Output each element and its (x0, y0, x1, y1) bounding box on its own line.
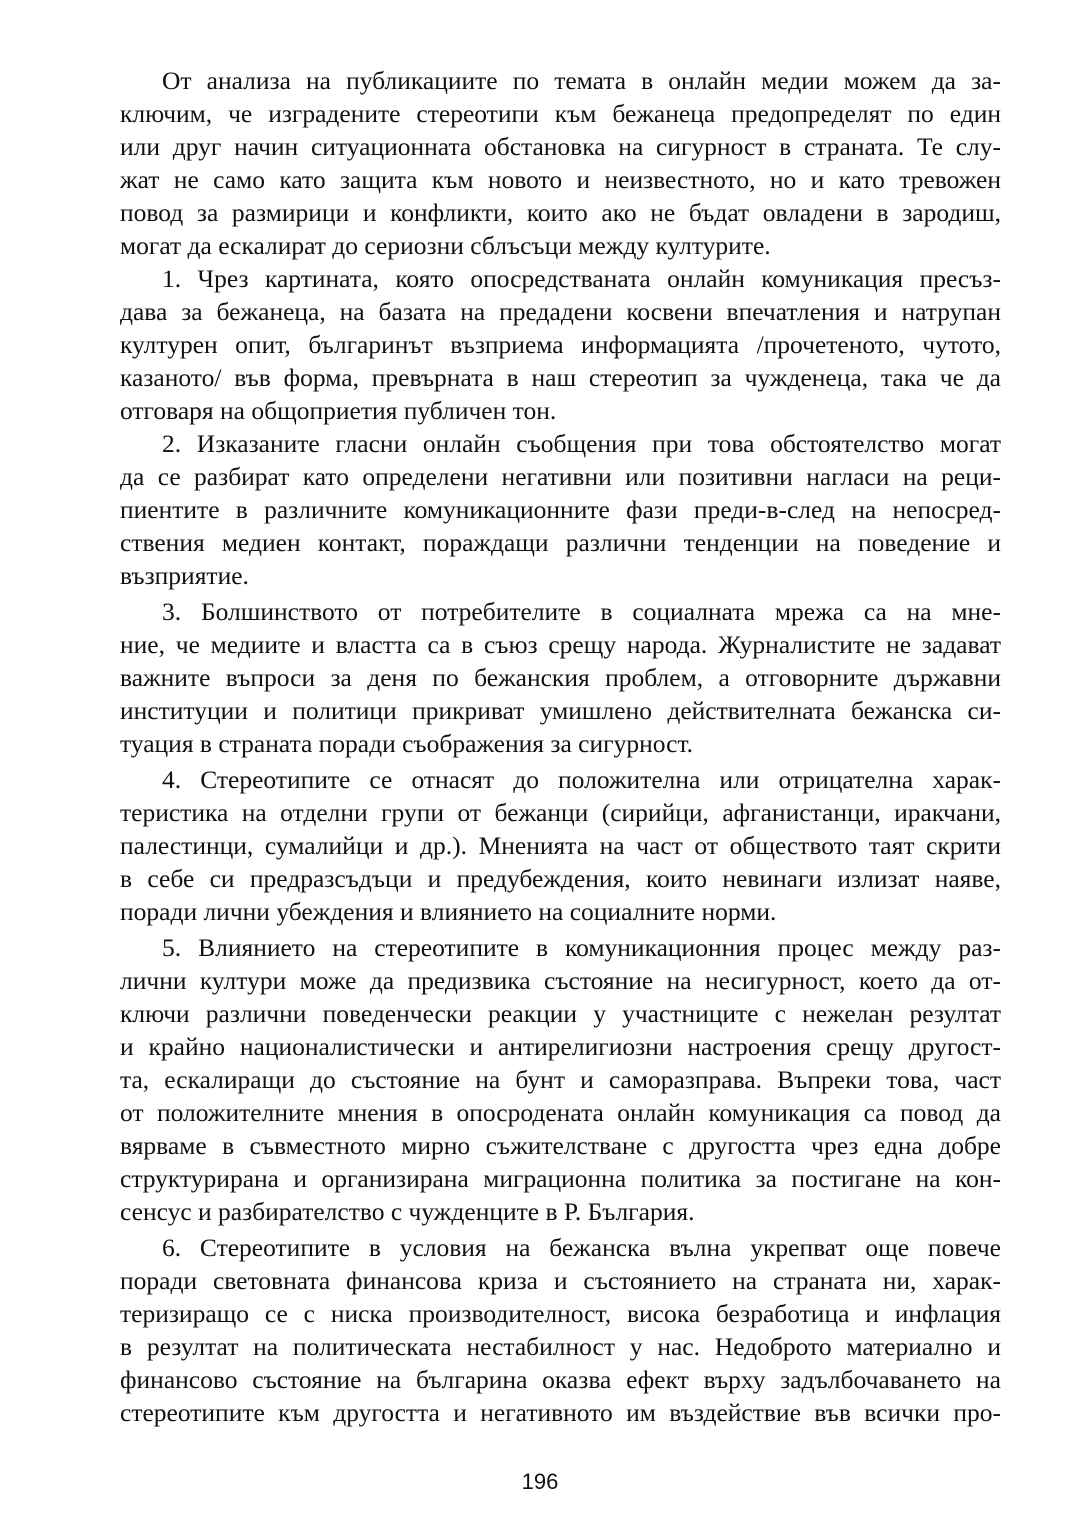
paragraph-line: ствения медиен контакт, пораждащи различни тенденции на поведение и (120, 528, 1001, 557)
paragraph-line: да се разбират като определени негативни или позитивни нагласи на реци- (120, 462, 1001, 491)
paragraph-line: ключим, че изградените стереотипи към бежанеца предопределят по един (120, 99, 1001, 128)
paragraph-line: вярваме в съвместното мирно съжителстване с другостта чрез една добре (120, 1131, 1001, 1160)
paragraph-line: структурирана и организирана миграционна политика за постигане на кон- (120, 1164, 1001, 1193)
paragraph-line: дава за бежанеца, на базата на предадени косвени впечатления и натрупан (120, 297, 1001, 326)
paragraph-line: 6. Стереотипите в условия на бежанска вълна укрепват още повече (162, 1233, 1001, 1262)
paragraph-line: сенсус и разбирателство с чужденците в Р. България. (120, 1197, 695, 1226)
paragraph-line: лични култури може да предизвика състояние на несигурност, което да от- (120, 966, 1001, 995)
paragraph-line: в себе си предразсъдъци и предубеждения, които невинаги излизат наяве, (120, 864, 1001, 893)
paragraph-line: 3. Болшинството от потребителите в социалната мрежа са на мне- (162, 597, 1001, 626)
paragraph-line: в резултат на политическата нестабилност у нас. Недоброто материално и (120, 1332, 1001, 1361)
paragraph-line: теристика на отделни групи от бежанци (сирийци, афганистанци, иракчани, (120, 798, 1001, 827)
paragraph-line: важните въпроси за деня по бежанския проблем, а отговорните държавни (120, 663, 1001, 692)
paragraph-line: могат да ескалират до сериозни сблъсъци между културите. (120, 231, 771, 260)
paragraph-line: казаното/ във форма, превърната в наш стереотип за чужденеца, така че да (120, 363, 1001, 392)
paragraph-line: поради световната финансова криза и състоянието на страната ни, харак- (120, 1266, 1001, 1295)
paragraph-line: ключи различни поведенчески реакции у участниците с нежелан резултат (120, 999, 1001, 1028)
paragraph-line: 2. Изказаните гласни онлайн съобщения при това обстоятелство могат (162, 429, 1001, 458)
paragraph-line: поради лични убеждения и влиянието на социалните норми. (120, 897, 777, 926)
paragraph-line: или друг начин ситуационната обстановка на сигурност в страната. Те слу- (120, 132, 1001, 161)
paragraph-line: повод за размирици и конфликти, които ако не бъдат овладени в зародиш, (120, 198, 1001, 227)
paragraph-line: финансово състояние на българина оказва ефект върху задълбочаването на (120, 1365, 1001, 1394)
paragraph-line: от положителните мнения в опосродената онлайн комуникация са повод да (120, 1098, 1001, 1127)
paragraph-line: културен опит, българинът възприема информацията /прочетеното, чутото, (120, 330, 1001, 359)
paragraph-line: отговаря на общоприетия публичен тон. (120, 396, 557, 425)
paragraph-line: От анализа на публикациите по темата в онлайн медии можем да за- (162, 66, 1001, 95)
paragraph-line: стереотипите към другостта и негативното им въздействие във всички про- (120, 1398, 1001, 1427)
paragraph-line: та, ескалиращи до състояние на бунт и саморазправа. Въпреки това, част (120, 1065, 1001, 1094)
paragraph-line: 4. Стереотипите се отнасят до положителна или отрицателна харак- (162, 765, 1001, 794)
paragraph-line: палестинци, сумалийци и др.). Мненията на част от обществото таят скрити (120, 831, 1001, 860)
page-number: 196 (521, 1469, 559, 1494)
paragraph-line: пиентите в различните комуникационните фази преди-в-след на непосред- (120, 495, 1001, 524)
paragraph-line: възприятие. (120, 561, 249, 590)
paragraph-line: ние, че медиите и властта са в съюз срещу народа. Журналистите не задават (120, 630, 1001, 659)
paragraph-line: жат не само като защита към новото и неизвестното, но и като тревожен (120, 165, 1001, 194)
paragraph-line: туация в страната поради съображения за сигурност. (120, 729, 694, 758)
paragraph-line: 1. Чрез картината, която опосредстваната онлайн комуникация пресъз- (162, 264, 1001, 293)
paragraph-line: 5. Влиянието на стереотипите в комуникационния процес между раз- (162, 933, 1001, 962)
paragraph-line: теризиращо се с ниска производителност, висока безработица и инфлация (120, 1299, 1001, 1328)
paragraph-line: и крайно националистически и антирелигиозни настроения срещу другост- (120, 1032, 1001, 1061)
paragraph-line: институции и политици прикриват умишлено действителната бежанска си- (120, 696, 1001, 725)
